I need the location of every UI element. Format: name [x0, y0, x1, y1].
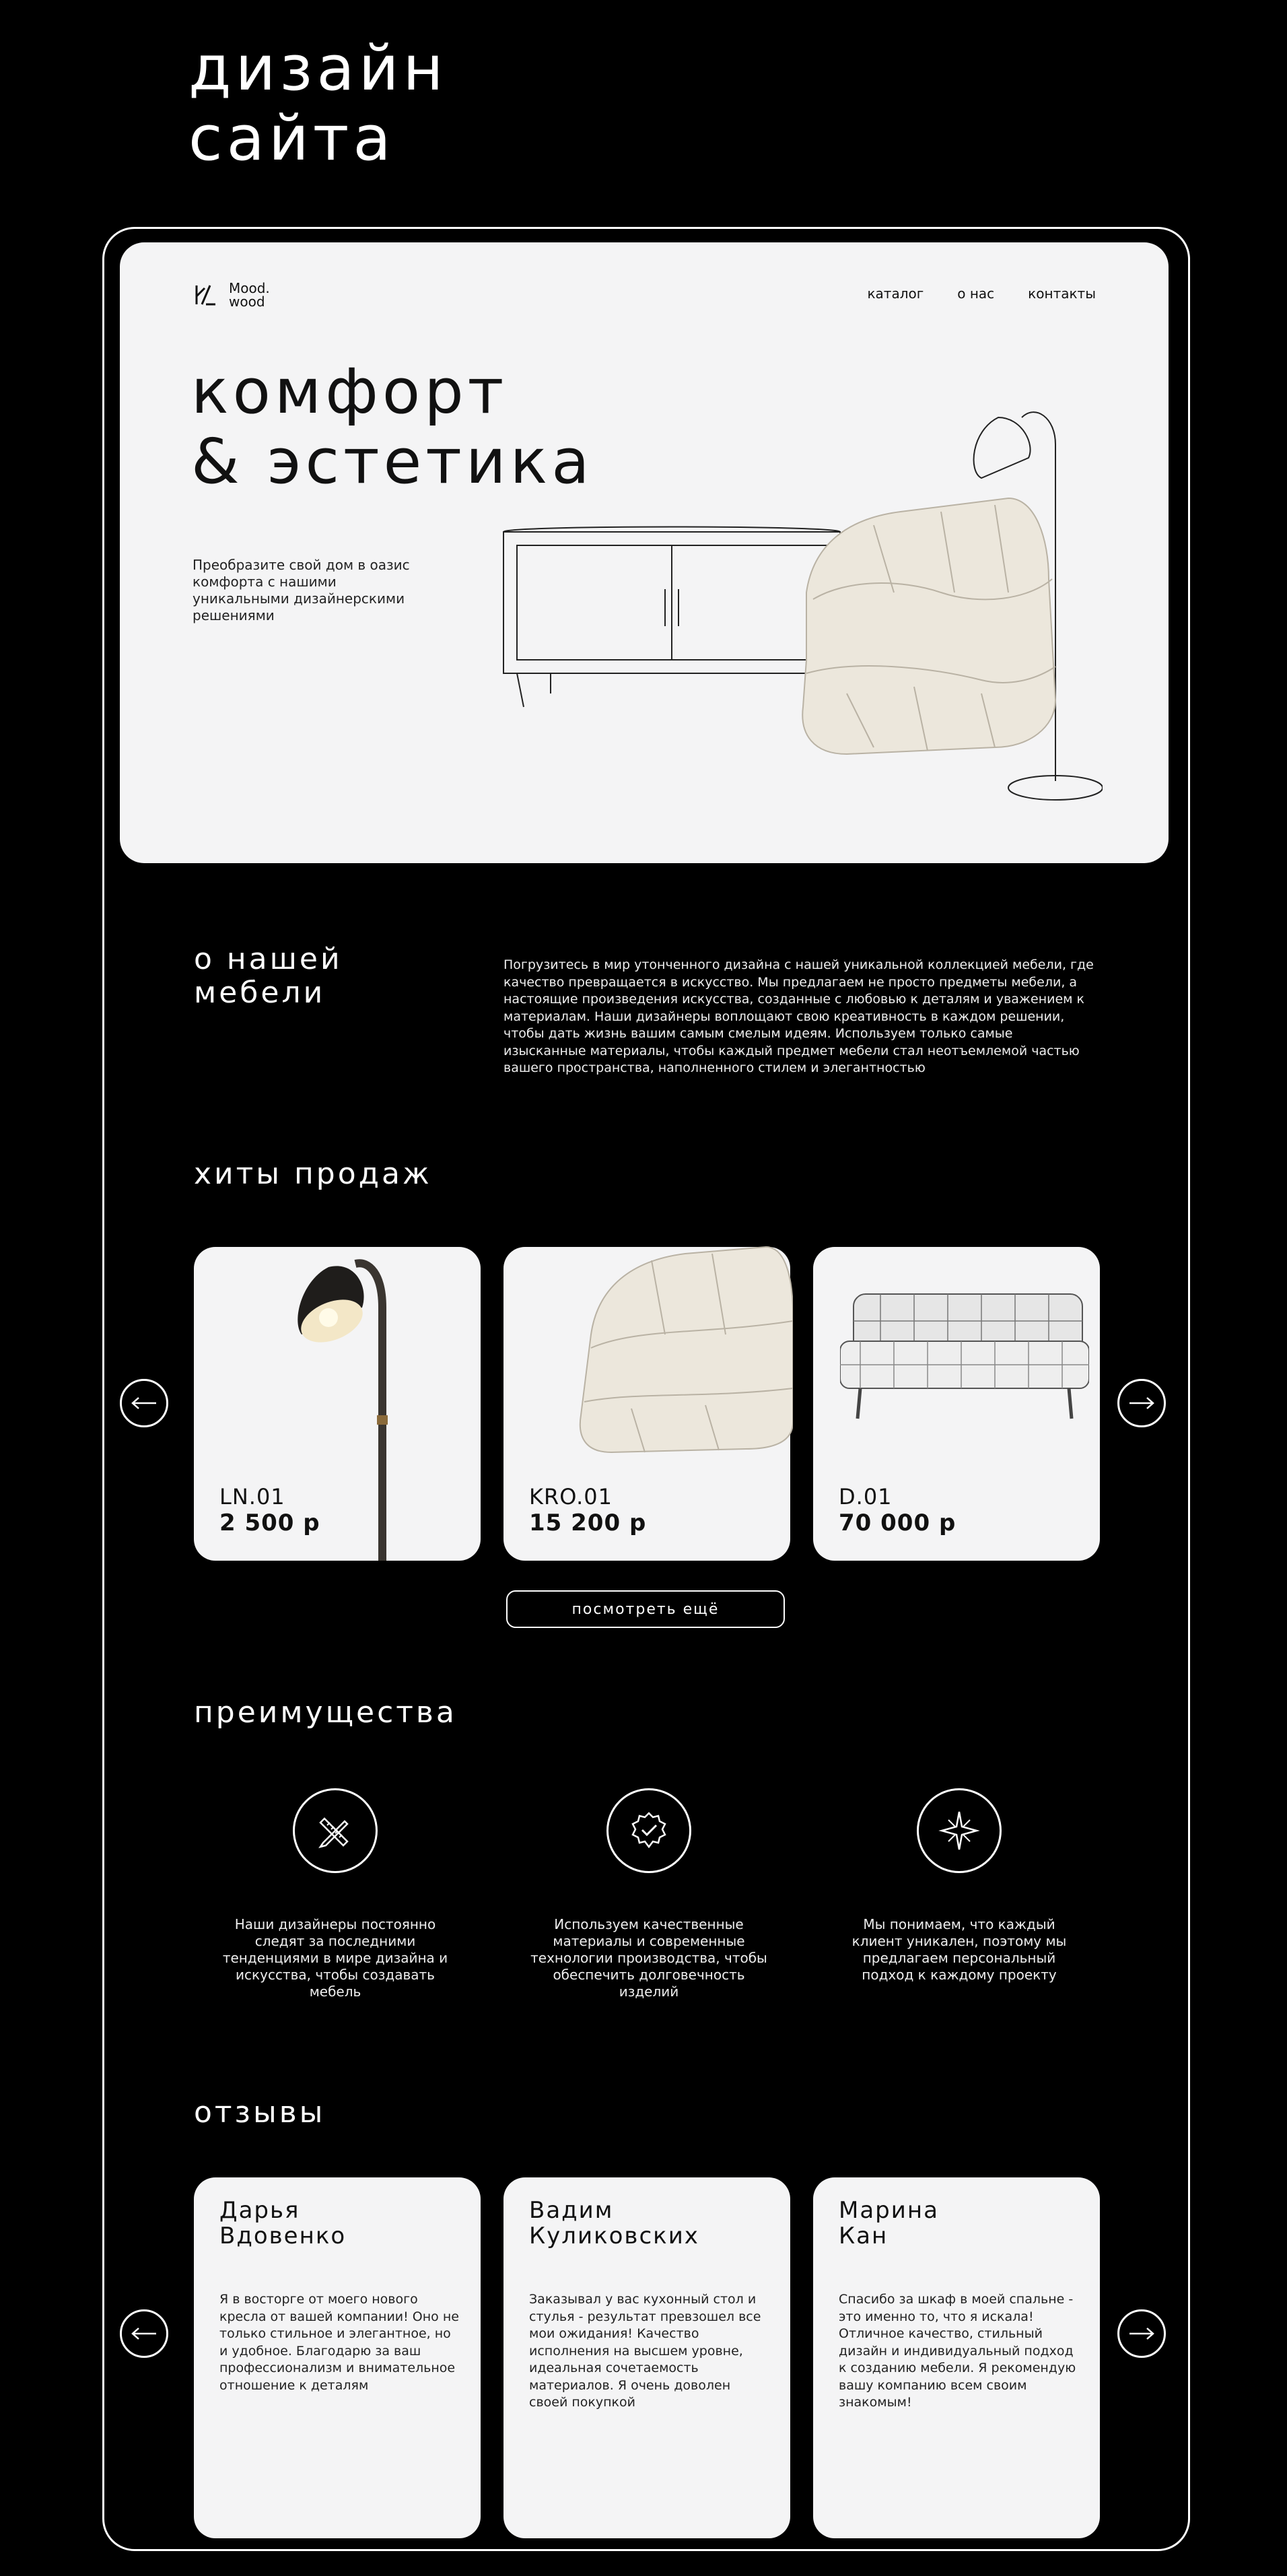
- page-heading-line1: дизайн: [188, 32, 448, 104]
- review-author-first: Марина: [839, 2197, 939, 2224]
- arrow-left-icon: [131, 1396, 158, 1410]
- pencil-ruler-icon: [314, 1809, 357, 1852]
- review-author-last: Куликовских: [529, 2223, 699, 2249]
- advantages-title: преимущества: [194, 1695, 457, 1730]
- review-author: [839, 2198, 939, 2249]
- about-title: о нашей мебели: [194, 942, 343, 1010]
- product-name: LN.01: [219, 1484, 285, 1510]
- product-price: 15 200 р: [529, 1510, 647, 1536]
- review-author-first: Вадим: [529, 2197, 614, 2224]
- advantage-icon-circle: [293, 1788, 378, 1873]
- product-card[interactable]: [194, 1247, 481, 1561]
- armchair-image: [571, 1233, 793, 1456]
- bestsellers-title: хиты продаж: [194, 1157, 432, 1191]
- advantage-icon-circle: [917, 1788, 1002, 1873]
- product-name: D.01: [839, 1484, 893, 1510]
- reviews-prev-button[interactable]: [120, 2309, 168, 2358]
- nav-item-catalog[interactable]: каталог: [867, 285, 924, 302]
- review-card: [813, 2177, 1100, 2538]
- review-author-last: Вдовенко: [219, 2223, 347, 2249]
- hero-tagline: Преобразите свой дом в оазис комфорта с нашими уникальными дизайнерскими решениями: [193, 557, 410, 623]
- review-text: Спасибо за шкаф в моей спальне - это именно то, что я искала! Отличное качество, стильный дизайн и индивидуальный подход к созданию мебели. Я рекомендую вашу компанию всем своим знакомым!: [839, 2292, 1076, 2410]
- arrow-right-icon: [1128, 2327, 1155, 2340]
- logo[interactable]: [193, 281, 270, 308]
- bestsellers-prev-button[interactable]: [120, 1379, 168, 1427]
- bestsellers-next-button[interactable]: [1117, 1379, 1166, 1427]
- quality-badge-icon: [627, 1809, 670, 1852]
- arrow-right-icon: [1128, 1396, 1155, 1410]
- hero-section: [120, 242, 1169, 863]
- logo-text: [229, 281, 270, 308]
- page-heading-line2: сайта: [188, 102, 395, 174]
- review-author: [529, 2198, 699, 2249]
- product-price: 70 000 р: [839, 1510, 956, 1536]
- about-text: Погрузитесь в мир утонченного дизайна с нашей уникальной коллекцией мебели, где качество превращается в искусство. Мы предлагаем не просто предметы мебели, а настоящие произведения искусства, созданные с любовью к деталям и уважением к материалам. Наши дизайнеры воплощают свою креативность в каждом решении, чтобы дать жизнь вашим самым смелым идеям. Используем только самые изысканные материалы, чтобы каждый предмет мебели стал неотъемлемой частью вашего пространства, наполненного стилем и элегантностью: [503, 957, 1094, 1075]
- advantage-icon-circle: [606, 1788, 691, 1873]
- review-author-first: Дарья: [219, 2197, 300, 2224]
- logo-mark-icon: [193, 281, 219, 308]
- review-author-last: Кан: [839, 2223, 889, 2249]
- main-nav: [867, 285, 1096, 302]
- product-name: KRO.01: [529, 1484, 613, 1510]
- advantage-text: Наши дизайнеры постоянно следят за последними тенденциями в мире дизайна и искусства, чтобы создавать мебель: [222, 1916, 448, 2000]
- product-price: 2 500 р: [219, 1510, 320, 1536]
- hero-title-line1: комфорт: [191, 355, 508, 428]
- arrow-left-icon: [131, 2327, 158, 2340]
- sideboard-outline-icon: [503, 527, 840, 708]
- review-author: [219, 2198, 346, 2249]
- review-card: [194, 2177, 481, 2538]
- nav-item-about[interactable]: о нас: [957, 285, 995, 302]
- see-more-button[interactable]: посмотреть ещё: [506, 1590, 785, 1628]
- advantage-text: Используем качественные материалы и современные технологии производства, чтобы обеспечить долговечность изделий: [530, 1916, 767, 2000]
- product-card[interactable]: [813, 1247, 1100, 1561]
- review-text: Я в восторге от моего нового кресла от вашей компании! Оно не только стильное и элегантное, но и удобное. Благодарю за ваш профессионализм и внимательное отношение к деталям: [219, 2292, 459, 2393]
- review-card: [503, 2177, 790, 2538]
- logo-text-line1: Mood.: [229, 280, 270, 296]
- reviews-next-button[interactable]: [1117, 2309, 1166, 2358]
- reviews-title: отзывы: [194, 2095, 326, 2130]
- sparkle-icon: [938, 1809, 981, 1852]
- sofa-image: [840, 1267, 1089, 1435]
- page-heading: [188, 34, 448, 174]
- nav-item-contacts[interactable]: контакты: [1028, 285, 1096, 302]
- product-card[interactable]: [503, 1247, 790, 1561]
- logo-text-line2: wood: [229, 294, 265, 310]
- hero-title-line2: & эстетика: [191, 426, 594, 498]
- advantage-text: Мы понимаем, что каждый клиент уникален, поэтому мы предлагаем персональный подход к каждому проекту: [851, 1916, 1067, 1983]
- armchair-image: [802, 498, 1055, 754]
- review-text: Заказывал у вас кухонный стол и стулья - результат превзошел все мои ожидания! Качество исполнения на высшем уровне, идеальная сочетаемость материалов. Я очень доволен своей покупкой: [529, 2292, 761, 2410]
- hero-furniture-illustration: [497, 377, 1103, 848]
